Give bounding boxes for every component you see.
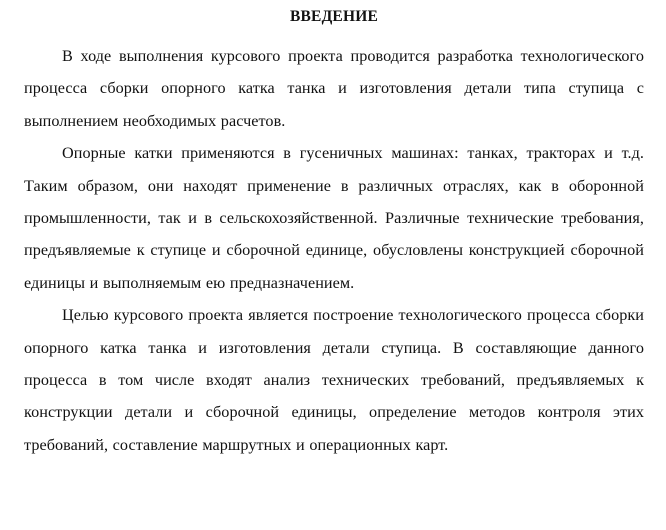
paragraph-intro: В ходе выполнения курсового проекта проводится разработка технологического процесса сборки опорного катка танка и изготовления детали типа ступица с выполнением необходимых расчетов. — [24, 47, 644, 130]
paragraph-goal: Целью курсового проекта является построение технологического процесса сборки опорного катка танка и изготовления детали ступица. В составляющие данного процесса в том числе входят анализ технических требований, предъявляемых к конструкции детали и сборочной единицы, определение методов контроля этих требований, составление маршрутных и операционных карт. — [24, 306, 644, 454]
section-title: ВВЕДЕНИЕ — [289, 8, 379, 25]
paragraph-application: Опорные катки применяются в гусеничных машинах: танках, тракторах и т.д. Таким образом, они находят применение в различных отраслях, как в оборонной промышленности, так и в сельскохозяйственной. Различные технические требования, предъявляемые к ступице и сборочной единице, обусловлены конструкцией сборочной единицы и выполняемым ею предназначением. — [24, 144, 644, 292]
document-page — [24, 6, 644, 526]
